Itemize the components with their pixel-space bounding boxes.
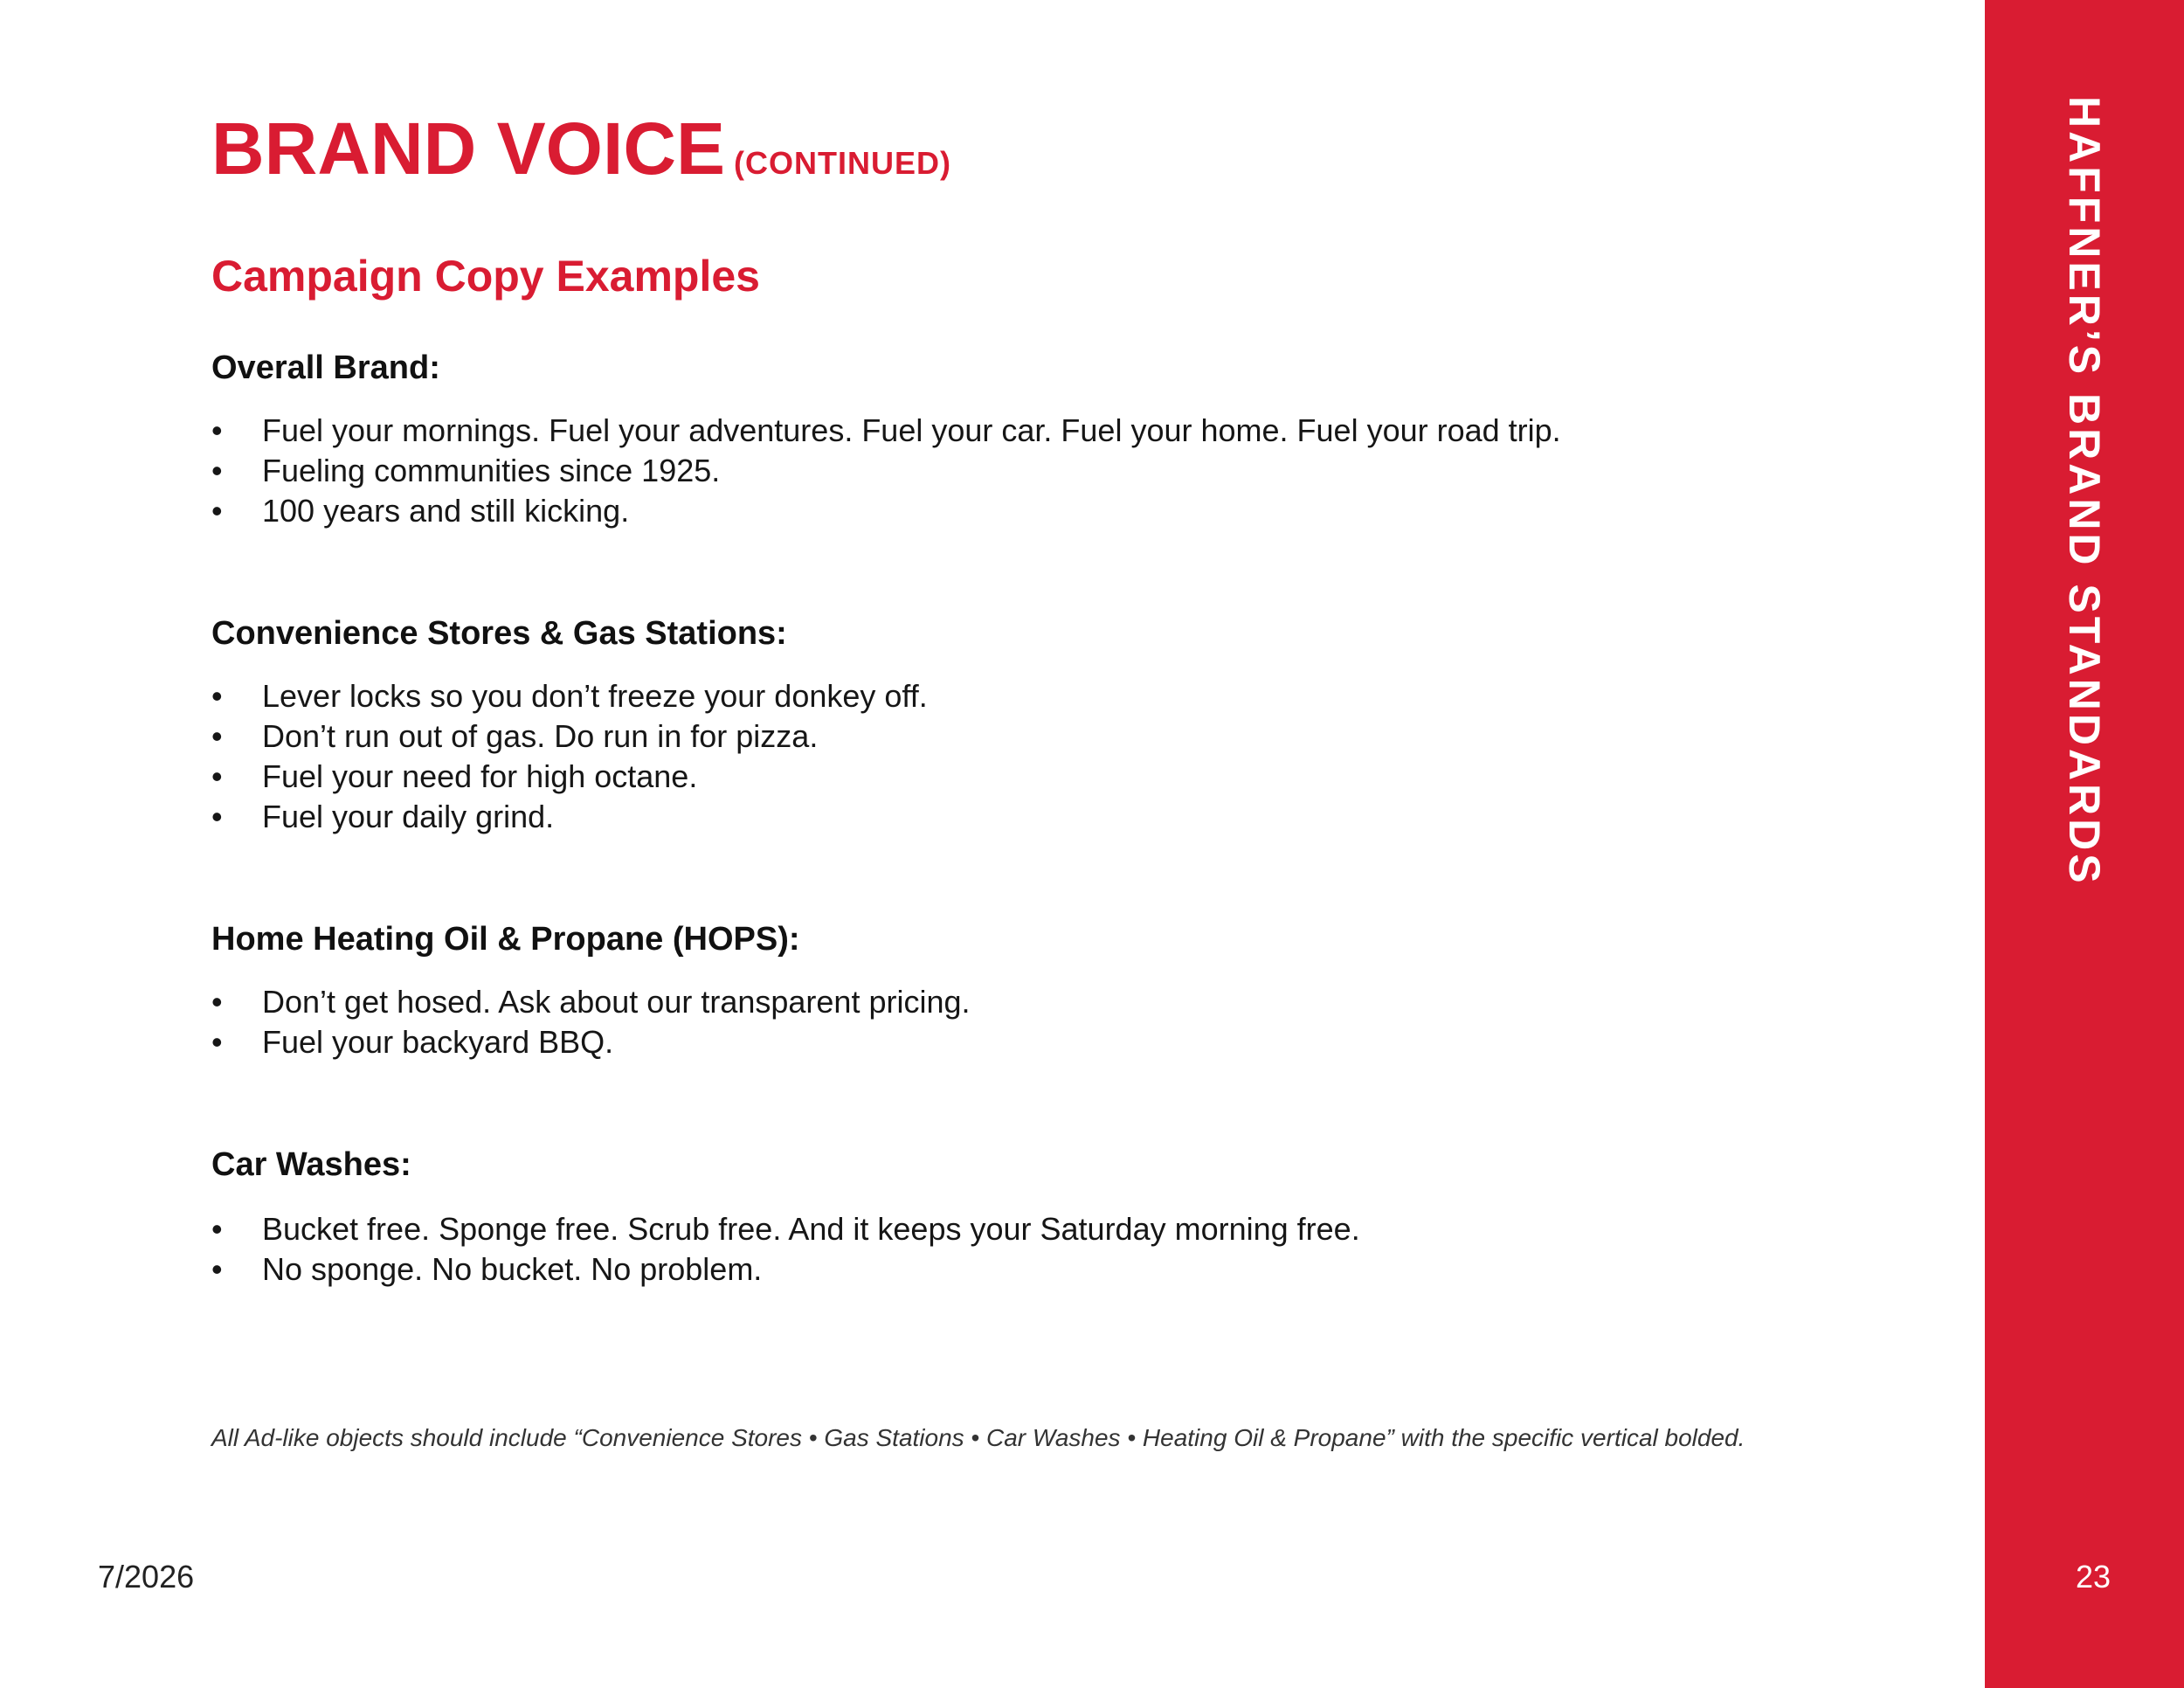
footnote: All Ad-like objects should include “Convenience Stores • Gas Stations • Car Washes • Heating Oil & Propane” with the specific vertical bolded. (211, 1424, 1745, 1451)
page-title (211, 105, 951, 207)
section-subtitle: Campaign Copy Examples (211, 252, 760, 301)
bullet-list-home-heating (211, 982, 971, 1062)
section-heading-overall-brand: Overall Brand: (211, 349, 440, 386)
page-number: 23 (2076, 1559, 2111, 1595)
list-item: • Don’t get hosed. Ask about our transparent pricing. (211, 982, 971, 1022)
list-item: • No sponge. No bucket. No problem. (211, 1249, 1360, 1290)
page-title-main: BRAND VOICE (211, 107, 726, 190)
list-item: • Bucket free. Sponge free. Scrub free. And it keeps your Saturday morning free. (211, 1209, 1360, 1249)
list-item: • Fuel your daily grind. (211, 797, 928, 837)
list-item: • Don’t run out of gas. Do run in for pizza. (211, 716, 928, 757)
bullet-list-overall-brand (211, 411, 1561, 531)
section-heading-home-heating: Home Heating Oil & Propane (HOPS): (211, 921, 800, 958)
list-item: • Fuel your need for high octane. (211, 757, 928, 797)
list-item: • 100 years and still kicking. (211, 491, 1561, 531)
list-item: • Fuel your backyard BBQ. (211, 1022, 971, 1062)
list-item: • Fueling communities since 1925. (211, 451, 1561, 491)
footer-date: 7/2026 (98, 1559, 195, 1595)
sidebar-label: HAFFNER’S BRAND STANDARDS (2060, 96, 2109, 887)
bullet-list-car-washes (211, 1209, 1360, 1290)
section-heading-car-washes: Car Washes: (211, 1146, 411, 1183)
bullet-list-convenience-stores (211, 676, 928, 837)
list-item: • Lever locks so you don’t freeze your donkey off. (211, 676, 928, 716)
section-heading-convenience-stores: Convenience Stores & Gas Stations: (211, 615, 787, 652)
list-item: • Fuel your mornings. Fuel your adventures. Fuel your car. Fuel your home. Fuel your road trip. (211, 411, 1561, 451)
page-title-suffix: (CONTINUED) (734, 145, 952, 181)
